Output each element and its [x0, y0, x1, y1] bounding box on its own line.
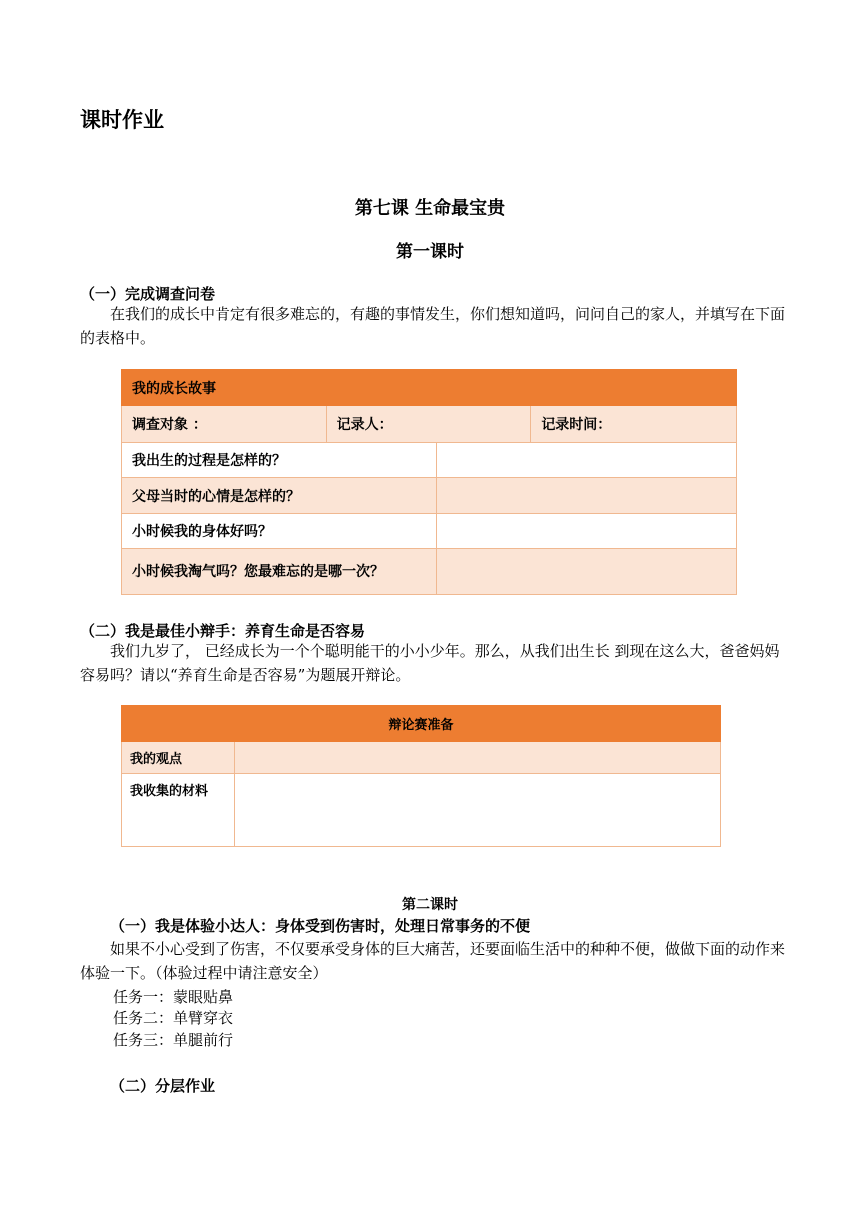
- page-title: 课时作业: [80, 108, 164, 132]
- materials-field[interactable]: [234, 774, 720, 847]
- lesson2-paragraph: 如果不小心受到了伤害，不仅要承受身体的巨大痛苦，还要面临生活中的种种不便，做做下面的动作来体验一下。（体验过程中请注意安全）: [80, 940, 786, 982]
- field-record-time: 记录时间：: [531, 406, 737, 443]
- answer-1[interactable]: [437, 443, 737, 478]
- question-2: 父母当时的心情是怎样的？: [122, 478, 437, 514]
- my-viewpoint-field[interactable]: [234, 742, 720, 774]
- section2-heading: （二）我是最佳小辩手：养育生命是否容易: [80, 622, 366, 640]
- lesson2-section1-heading: （一）我是体验小达人：身体受到伤害时，处理日常事务的不便: [110, 917, 531, 935]
- question-3: 小时候我的身体好吗？: [122, 514, 437, 549]
- lesson-title: 第七课 生命最宝贵: [354, 198, 506, 219]
- question-1: 我出生的过程是怎样的？: [122, 443, 437, 478]
- lesson2-section2-heading: （二）分层作业: [110, 1077, 216, 1095]
- my-viewpoint-label: 我的观点: [122, 742, 235, 774]
- answer-4[interactable]: [437, 549, 737, 595]
- debate-prep-table: [121, 705, 721, 847]
- materials-label: 我收集的材料: [122, 774, 235, 847]
- table2-title: 辩论赛准备: [122, 706, 721, 742]
- task-2: 任务二：单臂穿衣: [113, 1009, 234, 1027]
- field-recorder: 记录人：: [326, 406, 531, 443]
- field-survey-target: 调查对象 ：: [122, 406, 327, 443]
- section2-paragraph: 我们九岁了， 已经成长为一个个聪明能干的小小少年。那么，从我们出生长 到现在这么大，爸爸妈妈容易吗？请以“养育生命是否容易”为题展开辩论。: [80, 642, 780, 684]
- task-1: 任务一：蒙眼贴鼻: [113, 988, 234, 1006]
- task-3: 任务三：单腿前行: [113, 1031, 234, 1049]
- section1-paragraph: 在我们的成长中肯定有很多难忘的，有趣的事情发生，你们想知道吗，问问自己的家人，并填写在下面的表格中。: [80, 305, 786, 347]
- answer-3[interactable]: [437, 514, 737, 549]
- answer-2[interactable]: [437, 478, 737, 514]
- growth-story-table: [121, 369, 737, 595]
- lesson2-title: 第二课时: [402, 897, 458, 913]
- question-4: 小时候我淘气吗？您最难忘的是哪一次？: [122, 549, 437, 595]
- lesson-subtitle: 第一课时: [396, 242, 464, 262]
- table1-title: 我的成长故事: [122, 370, 737, 406]
- section1-heading: （一）完成调查问卷: [80, 285, 216, 303]
